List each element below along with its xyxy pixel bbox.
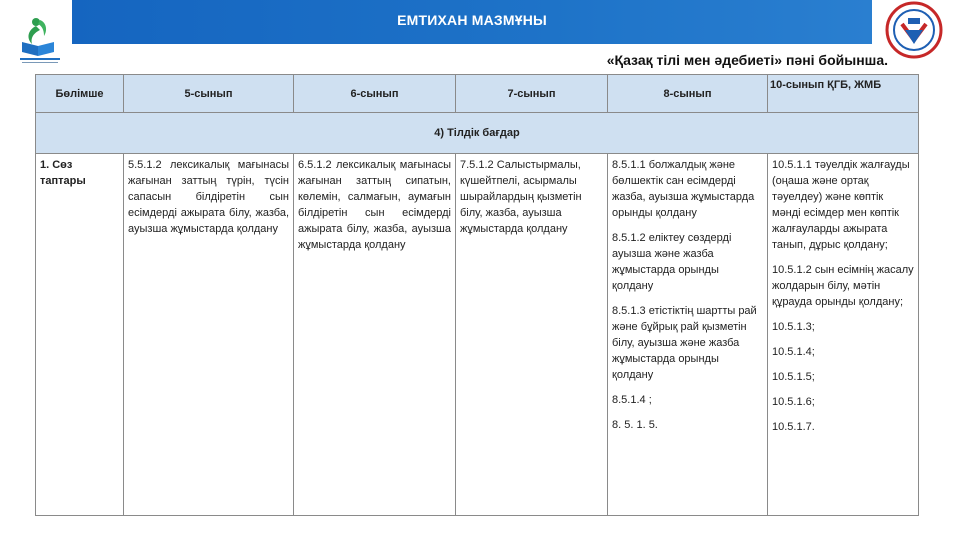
column-header-grade6: 6-сынып	[294, 75, 456, 113]
exam-content-table	[35, 74, 919, 516]
section-title: 4) Тілдік бағдар	[36, 113, 919, 154]
title-banner	[72, 0, 872, 44]
subject-subtitle: «Қазақ тілі мен әдебиеті» пәні бойынша.	[606, 52, 888, 68]
table-row	[36, 154, 919, 516]
objective-item: 8.5.1.4 ;	[612, 394, 652, 406]
cell-grade8	[608, 154, 768, 516]
objective-item: 8.5.1.1 болжалдық және бөлшектік сан есімдерді жазба, ауызша жұмыстарда орынды қолдану	[612, 159, 755, 219]
column-header-grade7: 7-сынып	[456, 75, 608, 113]
school-logo	[10, 8, 70, 68]
objective-item: 10.5.1.5;	[772, 371, 815, 383]
cell-grade7: 7.5.1.2 Салыстырмалы, күшейтпелі, асырмалы шырайлардың қызметін білу, жазба, ауызша жұмыстарда қолдану	[456, 154, 608, 516]
cell-grade10	[768, 154, 919, 516]
row-label: 1. Сөз таптары	[36, 154, 124, 516]
column-header-grade5: 5-сынып	[124, 75, 294, 113]
objective-item: 8.5.1.3 етістіктің шартты рай және бұйрық рай қызметін білу, ауызша және жазба жұмыстарда орынды қолдану	[612, 305, 757, 381]
book-tree-logo-icon	[10, 8, 70, 68]
column-header-grade8: 8-сынып	[608, 75, 768, 113]
column-header-grade10: 10-сынып ҚГБ, ЖМБ	[768, 75, 919, 113]
objective-item: 10.5.1.6;	[772, 396, 815, 408]
objective-item: 10.5.1.2 сын есімнің жасалу жолдарын білу, мәтін құрауда орынды қолдану;	[772, 264, 914, 308]
objective-item: 8. 5. 1. 5.	[612, 419, 658, 431]
objective-item: 10.5.1.3;	[772, 321, 815, 333]
cell-grade5: 5.5.1.2 лексикалық мағынасы жағынан заттың түрін, түсін сапасын білдіретін сын есімдерді ажырата білу, жазба, ауызша жұмыстарда қолдану	[124, 154, 294, 516]
ministry-emblem-icon	[872, 0, 956, 60]
objective-item: 8.5.1.2 еліктеу сөздерді ауызша және жазба жұмыстарда орынды қолдану	[612, 232, 732, 292]
table-header-row	[36, 75, 919, 113]
column-header-section: Бөлімше	[36, 75, 124, 113]
section-row	[36, 113, 919, 154]
objective-item: 10.5.1.7.	[772, 421, 815, 433]
page-title: ЕМТИХАН МАЗМҰНЫ	[397, 12, 547, 28]
objective-item: 10.5.1.4;	[772, 346, 815, 358]
ministry-logo	[872, 0, 956, 60]
cell-grade6: 6.5.1.2 лексикалық мағынасы жағынан заттың сипатын, көлемін, салмағын, аумағын білдіретін сын есімдерді ажырата білу, жазба, ауызша жұмыстарда қолдану	[294, 154, 456, 516]
objective-item: 10.5.1.1 тәуелдік жалғауды (оңаша және ортақ тәуелдеу) және көптік мәнді есімдер мен көптік жалғауларды ажырата танып, дұрыс қолдану;	[772, 159, 910, 251]
